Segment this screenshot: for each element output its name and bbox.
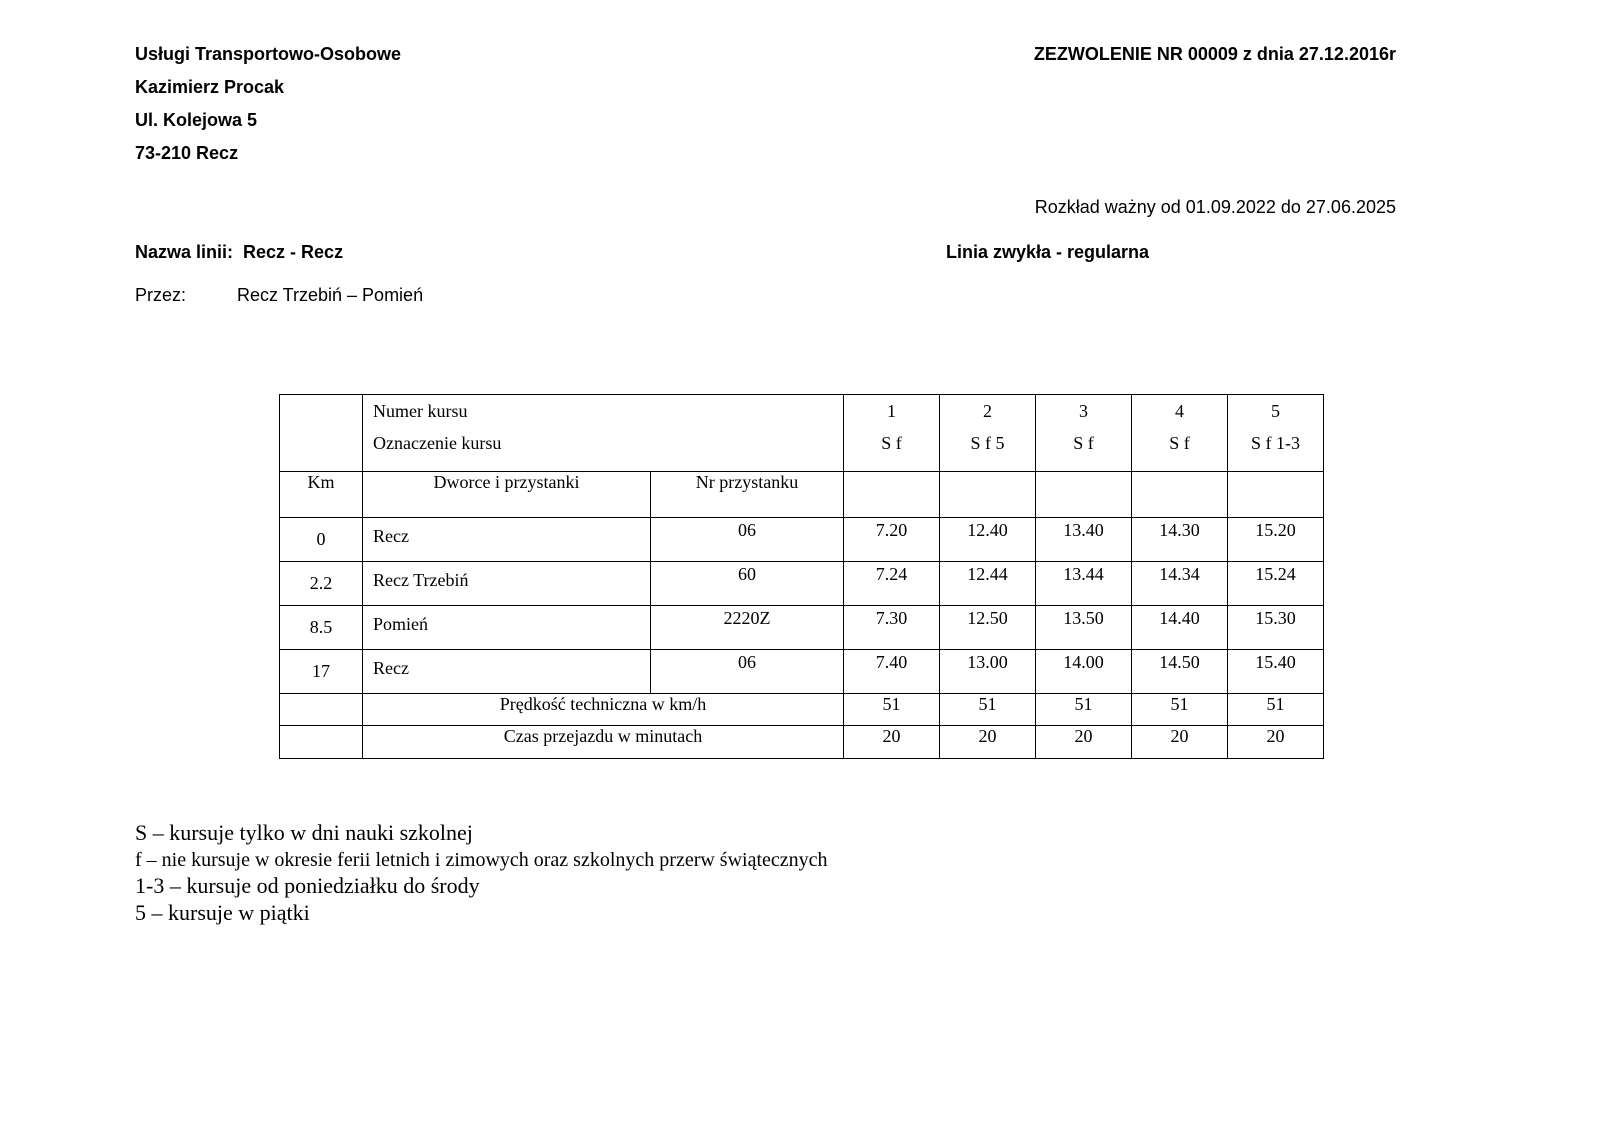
speed-label: Prędkość techniczna w km/h [363,694,844,726]
stop-km: 2.2 [280,562,363,606]
course-header-3 [1036,395,1132,472]
course-mark: S f [1073,433,1094,453]
empty-cell [844,472,940,518]
departure-time: 15.30 [1228,606,1324,650]
departure-time: 13.00 [940,650,1036,694]
course-header-row [280,395,1324,472]
course-mark: S f 5 [970,433,1005,453]
empty-cell [1132,472,1228,518]
duration-value: 20 [1036,726,1132,759]
company-name: Usługi Transportowo-Osobowe [135,44,402,64]
duration-value: 20 [1132,726,1228,759]
duration-value: 20 [844,726,940,759]
empty-cell [280,694,363,726]
table-row [280,518,1324,562]
empty-cell [280,726,363,759]
departure-time: 15.24 [1228,562,1324,606]
line-name [135,242,343,263]
col-km-header: Km [280,472,363,518]
course-mark: S f [881,433,902,453]
course-number: 1 [887,401,896,421]
departure-time: 13.40 [1036,518,1132,562]
company-city: 73-210 Recz [135,143,239,163]
stop-name: Pomień [363,606,651,650]
departure-time: 7.40 [844,650,940,694]
stop-name: Recz [363,650,651,694]
departure-time: 12.44 [940,562,1036,606]
course-number-label: Numer kursu [373,401,468,421]
empty-cell [1036,472,1132,518]
departure-time: 14.50 [1132,650,1228,694]
departure-time: 14.30 [1132,518,1228,562]
departure-time: 13.50 [1036,606,1132,650]
course-number: 3 [1079,401,1088,421]
table-row [280,650,1324,694]
stop-number: 06 [651,650,844,694]
via-label: Przez: [135,285,187,305]
column-header-row [280,472,1324,518]
course-header-2 [940,395,1036,472]
course-header-5 [1228,395,1324,472]
course-header-4 [1132,395,1228,472]
stop-km: 8.5 [280,606,363,650]
course-number: 4 [1175,401,1184,421]
departure-time: 13.44 [1036,562,1132,606]
legend-item-s: S – kursuje tylko w dni nauki szkolnej [135,820,473,845]
departure-time: 15.40 [1228,650,1324,694]
line-name-value: Recz - Recz [243,242,344,262]
company-owner: Kazimierz Procak [135,77,285,97]
duration-row [280,726,1324,759]
stop-km: 0 [280,518,363,562]
departure-time: 12.40 [940,518,1036,562]
line-name-label: Nazwa linii: [135,242,234,262]
duration-label: Czas przejazdu w minutach [363,726,844,759]
departure-time: 12.50 [940,606,1036,650]
departure-time: 14.00 [1036,650,1132,694]
departure-time: 7.24 [844,562,940,606]
departure-time: 7.30 [844,606,940,650]
duration-value: 20 [940,726,1036,759]
table-row [280,562,1324,606]
course-header-1 [844,395,940,472]
departure-time: 15.20 [1228,518,1324,562]
course-number: 5 [1271,401,1280,421]
legend-item-1-3: 1-3 – kursuje od poniedziałku do środy [135,873,480,898]
course-mark-label: Oznaczenie kursu [373,433,502,453]
timetable [279,394,1324,759]
legend-item-5: 5 – kursuje w piątki [135,900,310,925]
empty-corner-cell [280,395,363,472]
table-row [280,606,1324,650]
speed-value: 51 [1228,694,1324,726]
col-stops-header: Dworce i przystanki [363,472,651,518]
course-label-cell [363,395,844,472]
via-stops: Recz Trzebiń – Pomień [237,285,424,305]
permit-number: ZEZWOLENIE NR 00009 z dnia 27.12.2016r [1033,44,1396,64]
departure-time: 14.40 [1132,606,1228,650]
stop-name: Recz Trzebiń [363,562,651,606]
stop-km: 17 [280,650,363,694]
company-street: Ul. Kolejowa 5 [135,110,258,130]
stop-number: 06 [651,518,844,562]
speed-value: 51 [940,694,1036,726]
departure-time: 14.34 [1132,562,1228,606]
stop-number: 60 [651,562,844,606]
speed-row [280,694,1324,726]
empty-cell [1228,472,1324,518]
speed-value: 51 [1132,694,1228,726]
validity-period: Rozkład ważny od 01.09.2022 do 27.06.2025 [1034,197,1396,217]
empty-cell [940,472,1036,518]
stop-name: Recz [363,518,651,562]
course-number: 2 [983,401,992,421]
course-mark: S f [1169,433,1190,453]
speed-value: 51 [1036,694,1132,726]
stop-number: 2220Z [651,606,844,650]
legend-item-f: f – nie kursuje w okresie ferii letnich i zimowych oraz szkolnych przerw świątecznych [135,849,828,871]
duration-value: 20 [1228,726,1324,759]
line-type: Linia zwykła - regularna [946,242,1150,262]
departure-time: 7.20 [844,518,940,562]
col-stop-nr-header: Nr przystanku [651,472,844,518]
speed-value: 51 [844,694,940,726]
course-mark: S f 1-3 [1251,433,1300,453]
